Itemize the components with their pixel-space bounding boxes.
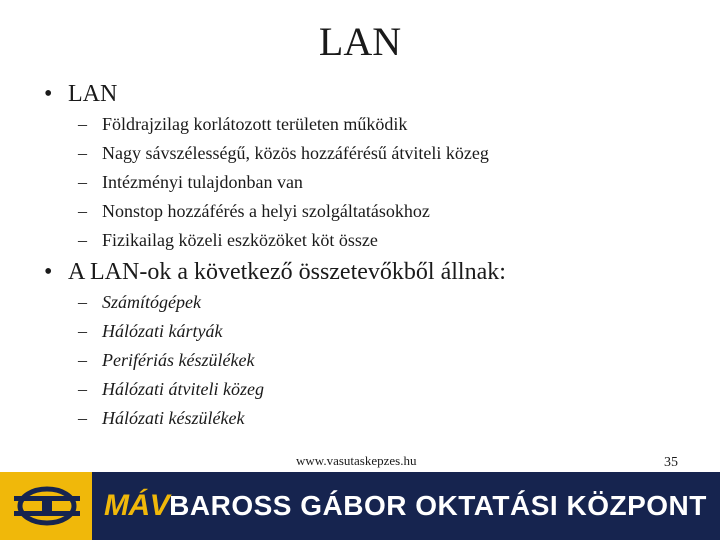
list-item-text: Hálózati készülékek (102, 408, 245, 428)
bullet-marker: • (44, 81, 53, 107)
lan-components-list (78, 291, 264, 436)
dash-marker: – (78, 230, 87, 250)
institution-title: BAROSS GÁBOR OKTATÁSI KÖZPONT (169, 490, 707, 521)
website-url: www.vasutaskepzes.hu (296, 453, 417, 468)
dash-marker: – (78, 379, 87, 399)
list-item (78, 113, 489, 142)
list-item-text: Számítógépek (102, 292, 201, 312)
list-item-text: Fizikailag közeli eszközöket köt össze (102, 230, 378, 250)
list-item-text: Hálózati átviteli közeg (102, 379, 264, 399)
list-item (78, 200, 489, 229)
list-item (78, 171, 489, 200)
dash-marker: – (78, 292, 87, 312)
mav-brand: MÁV (104, 489, 170, 522)
list-item-text: Nonstop hozzáférés a helyi szolgáltatásokhoz (102, 201, 430, 221)
bullet-text: LAN (68, 81, 118, 107)
dash-marker: – (78, 321, 87, 341)
list-item-text: Hálózati kártyák (102, 321, 223, 341)
list-item-text: Nagy sávszélességű, közös hozzáférésű átviteli közeg (102, 143, 489, 163)
bullet-marker: • (44, 259, 53, 285)
list-item (78, 291, 264, 320)
dash-marker: – (78, 172, 87, 192)
list-item (78, 229, 489, 258)
list-item (78, 407, 264, 436)
list-item-text: Földrajzilag korlátozott területen működik (102, 114, 408, 134)
dash-marker: – (78, 201, 87, 221)
bullet-components (44, 258, 506, 286)
list-item (78, 378, 264, 407)
dash-marker: – (78, 408, 87, 428)
list-item (78, 349, 264, 378)
dash-marker: – (78, 350, 87, 370)
list-item-text: Intézményi tulajdonban van (102, 172, 303, 192)
lan-properties-list (78, 113, 489, 258)
institution-name (104, 489, 707, 523)
list-item (78, 142, 489, 171)
dash-marker: – (78, 143, 87, 163)
bullet-lan (44, 80, 117, 108)
list-item-text: Perifériás készülékek (102, 350, 255, 370)
list-item (78, 320, 264, 349)
slide-title: LAN (318, 19, 402, 64)
footer-banner (0, 472, 720, 540)
dash-marker: – (78, 114, 87, 134)
mav-logo-icon (14, 486, 80, 526)
page-number: 35 (664, 455, 678, 470)
bullet-text: A LAN-ok a következő összetevőkből állnak: (68, 259, 506, 285)
